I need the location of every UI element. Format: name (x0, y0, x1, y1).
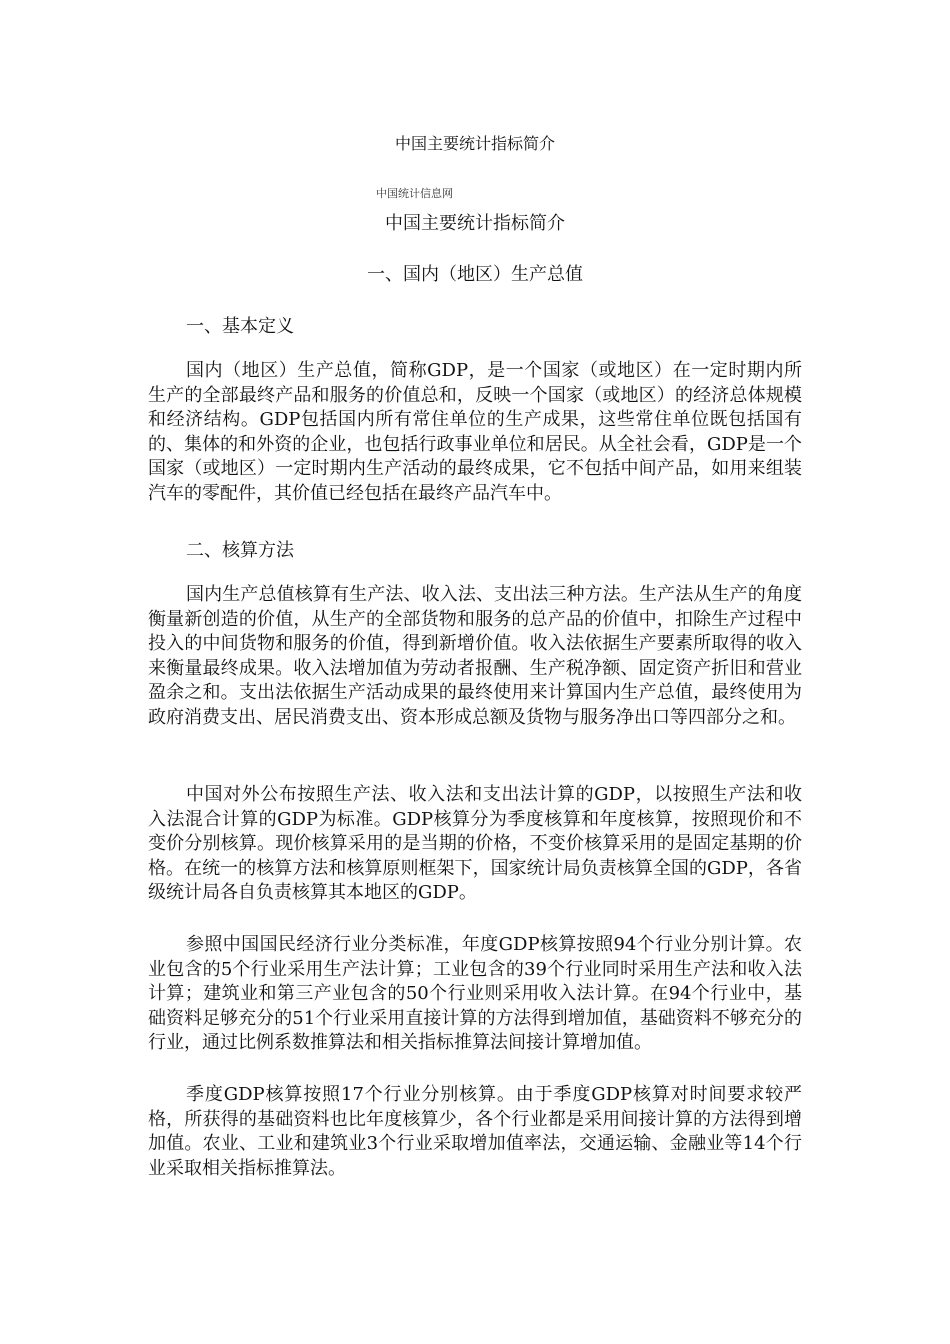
source-label: 中国统计信息网 (376, 187, 453, 200)
main-title: 中国主要统计指标简介 (385, 213, 565, 234)
paragraph-methods: 国内生产总值核算有生产法、收入法、支出法三种方法。生产法从生产的角度衡量新创造的价值，从生产的全部货物和服务的总产品的价值中，扣除生产过程中投入的中间货物和服务的价值，得到新增价值。收入法依据生产要素所取得的收入来衡量最终成果。收入法增加值为劳动者报酬、生产税净额、固定资产折旧和营业盈余之和。支出法依据生产活动成果的最终使用来计算国内生产总值，最终使用为政府消费支出、居民消费支出、资本形成总额及货物与服务净出口等四部分之和。 (148, 584, 802, 728)
section-title: 一、国内（地区）生产总值 (367, 264, 583, 285)
paragraph-publication: 中国对外公布按照生产法、收入法和支出法计算的GDP，以按照生产法和收入法混合计算的GDP为标准。GDP核算分为季度核算和年度核算，按照现价和不变价分别核算。现价核算采用的是当期的价格，不变价核算采用的是固定基期的价格。在统一的核算方法和核算原则框架下，国家统计局负责核算全国的GDP，各省级统计局各自负责核算其本地区的GDP。 (148, 784, 802, 903)
paragraph-definition: 国内（地区）生产总值，简称GDP，是一个国家（或地区）在一定时期内所生产的全部最终产品和服务的价值总和，反映一个国家（或地区）的经济总体规模和经济结构。GDP包括国内所有常住单位的生产成果，这些常住单位既包括国有的、集体的和外资的企业，也包括行政事业单位和居民。从全社会看，GDP是一个国家（或地区）一定时期内生产活动的最终成果，它不包括中间产品，如用来组装汽车的零配件，其价值已经包括在最终产品汽车中。 (148, 360, 802, 504)
heading-basic-definition: 一、基本定义 (186, 316, 294, 337)
heading-accounting-methods: 二、核算方法 (186, 540, 294, 561)
paragraph-annual-accounting: 参照中国国民经济行业分类标准，年度GDP核算按照94个行业分别计算。农业包含的5个行业采用生产法计算；工业包含的39个行业同时采用生产法和收入法计算；建筑业和第三产业包含的50个行业则采用收入法计算。在94个行业中，基础资料足够充分的51个行业采用直接计算的方法得到增加值，基础资料不够充分的行业，通过比例系数推算法和相关指标推算法间接计算增加值。 (148, 934, 802, 1053)
document-title: 中国主要统计指标简介 (394, 134, 555, 153)
paragraph-quarterly-accounting: 季度GDP核算按照17个行业分别核算。由于季度GDP核算对时间要求较严格，所获得的基础资料也比年度核算少，各个行业都是采用间接计算的方法得到增加值。农业、工业和建筑业3个行业采取增加值率法，交通运输、金融业等14个行业采取相关指标推算法。 (148, 1084, 802, 1179)
